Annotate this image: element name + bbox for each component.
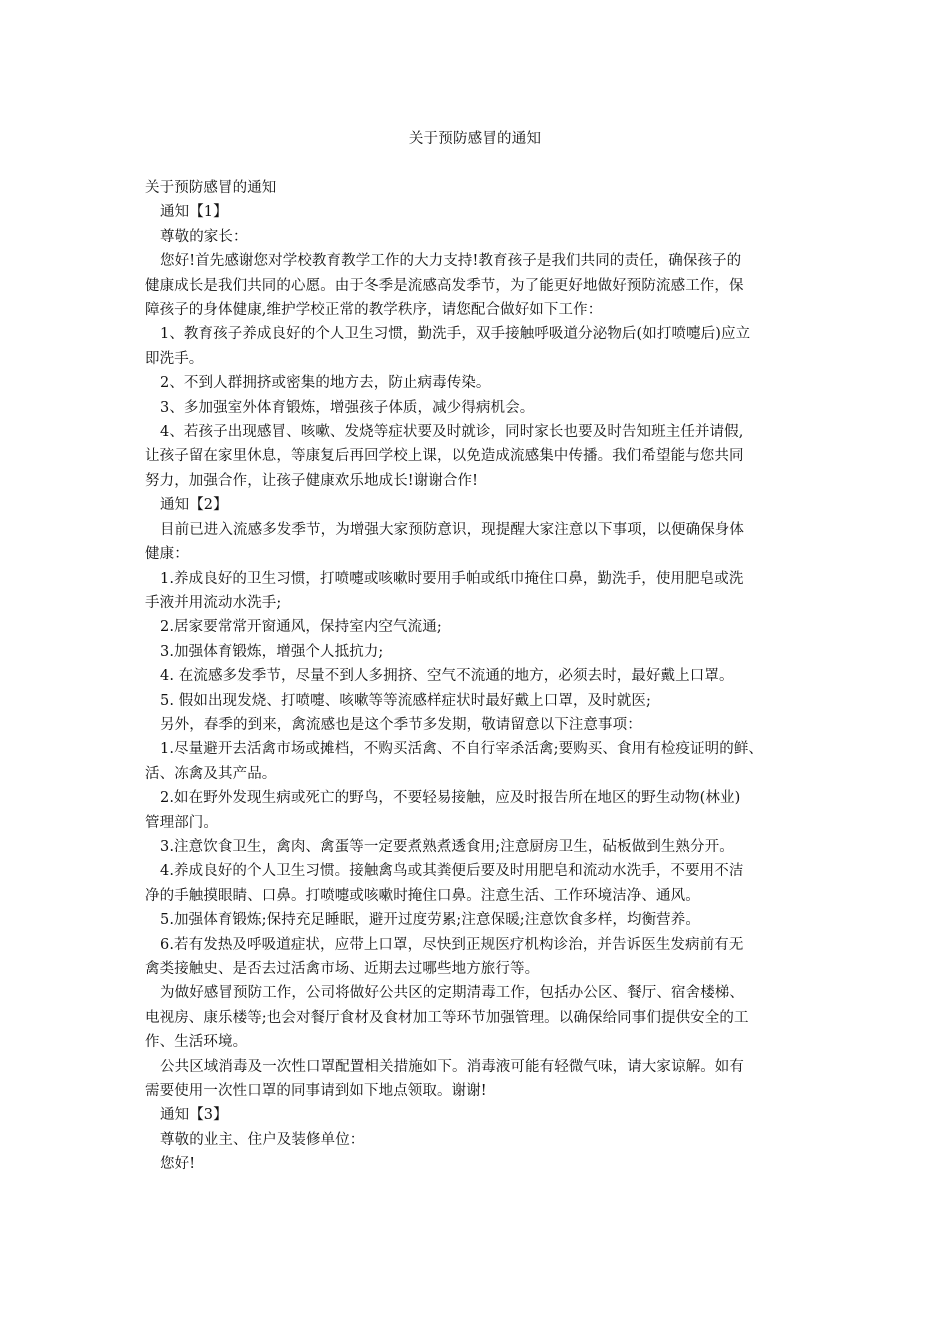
text-line: 5.加强体育锻炼;保持充足睡眠，避开过度劳累;注意保暖;注意饮食多样，均衡营养。 [160,912,700,929]
text-line: 健康： [145,546,189,563]
text-line: 净的手触摸眼睛、口鼻。打喷嚏或咳嗽时掩住口鼻。注意生活、工作环境洁净、通风。 [145,887,700,904]
text-line: 1、教育孩子养成良好的个人卫生习惯，勤洗手，双手接触呼吸道分泌物后(如打喷嚏后)应立 [160,326,751,343]
text-line: 禽类接触史、是否去过活禽市场、近期去过哪些地方旅行等。 [145,961,540,977]
text-line: 4. 在流感多发季节，尽量不到人多拥挤、空气不流通的地方，必须去时，最好戴上口罩。 [160,668,734,685]
text-line: 您好!首先感谢您对学校教育教学工作的大力支持!教育孩子是我们共同的责任，确保孩子的 [160,253,742,270]
document-body [145,176,820,1177]
text-line: 2.居家要常常开窗通风，保持室内空气流通; [160,619,442,636]
text-line: 作、生活环境。 [145,1034,248,1051]
text-line: 活、冻禽及其产品。 [145,765,277,782]
text-line: 努力，加强合作，让孩子健康欢乐地成长!谢谢合作! [145,472,479,489]
text-line: 手液并用流动水洗手; [145,594,282,611]
text-line: 3.注意饮食卫生，禽肉、禽蛋等一定要煮熟煮透食用;注意厨房卫生，砧板做到生熟分开。 [160,838,734,855]
text-line: 尊敬的家长： [160,228,248,245]
text-line: 5. 假如出现发烧、打喷嚏、咳嗽等等流感样症状时最好戴上口罩，及时就医; [160,692,651,709]
text-line: 为做好感冒预防工作，公司将做好公共区的定期清毒工作，包括办公区、餐厅、宿舍楼梯、 [160,985,744,1002]
text-line: 目前已进入流感多发季节，为增强大家预防意识，现提醒大家注意以下事项，以便确保身体 [160,521,744,538]
text-line: 让孩子留在家里休息，等康复后再回学校上课，以免造成流感集中传播。我们希望能与您共同 [145,448,744,465]
text-line: 3.加强体育锻炼，增强个人抵抗力; [160,643,384,660]
text-line: 尊敬的业主、住户及装修单位： [160,1131,365,1148]
text-line: 公共区域消毒及一次性口罩配置相关措施如下。消毒液可能有轻微气味，请大家谅解。如有 [160,1058,744,1075]
text-line: 通知【1】 [160,204,228,221]
text-line: 1.养成良好的卫生习惯，打喷嚏或咳嗽时要用手帕或纸巾掩住口鼻，勤洗手，使用肥皂或洗 [160,570,744,587]
text-line: 需要使用一次性口罩的同事请到如下地点领取。谢谢! [145,1083,487,1100]
text-line: 健康成长是我们共同的心愿。由于冬季是流感高发季节，为了能更好地做好预防流感工作，保 [145,277,744,294]
text-line: 4、若孩子出现感冒、咳嗽、发烧等症状要及时就诊，同时家长也要及时告知班主任并请假, [160,424,744,441]
text-line: 2.如在野外发现生病或死亡的野鸟，不要轻易接触，应及时报告所在地区的野生动物(林业) [160,790,741,807]
text-line: 3、多加强室外体育锻炼，增强孩子体质，减少得病机会。 [160,399,535,416]
text-line: 通知【2】 [160,497,228,514]
text-line: 4.养成良好的个人卫生习惯。接触禽鸟或其粪便后要及时用肥皂和流动水洗手，不要用不洁 [160,863,744,880]
text-line: 关于预防感冒的通知 [145,180,277,196]
text-line: 您好! [160,1156,196,1173]
text-line: 另外，春季的到来，禽流感也是这个季节多发期，敬请留意以下注意事项： [160,716,642,733]
text-line: 电视房、康乐楼等;也会对餐厅食材及食材加工等环节加强管理。以确保给同事们提供安全的工 [145,1009,749,1026]
text-line: 6.若有发热及呼吸道症状，应带上口罩，尽快到正规医疗机构诊治，并告诉医生发病前有无 [160,936,744,953]
text-line: 通知【3】 [160,1107,228,1124]
text-line: 管理部门。 [145,814,218,831]
document-title: 关于预防感冒的通知 [408,131,542,147]
text-line: 2、不到人群拥挤或密集的地方去，防止病毒传染。 [160,375,491,392]
text-line: 1.尽量避开去活禽市场或摊档，不购买活禽、不自行宰杀活禽;要购买、食用有检疫证明的鲜、 [160,741,764,758]
text-line: 障孩子的身体健康,维护学校正常的教学秩序，请您配合做好如下工作： [145,302,603,319]
text-line: 即洗手。 [145,350,204,367]
